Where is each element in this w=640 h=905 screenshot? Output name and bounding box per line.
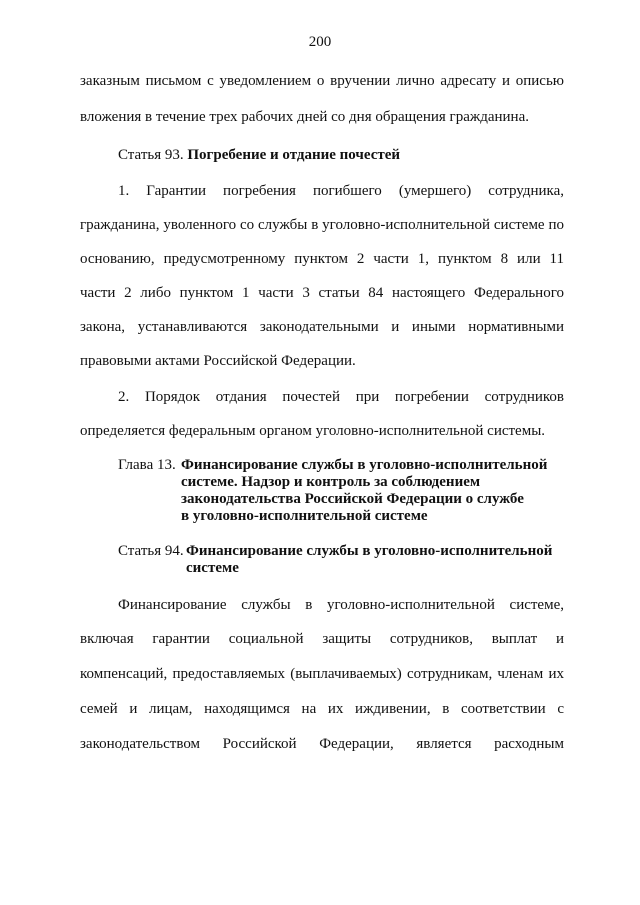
continuation-line-1: заказным письмом с уведомлением о вручении лично адресату и описью bbox=[80, 73, 564, 89]
article-94-title-line-2: системе bbox=[186, 560, 239, 576]
page-number: 200 bbox=[308, 34, 332, 50]
article-93-p1-line-5: закона, устанавливаются законодательными и иными нормативными bbox=[80, 319, 564, 335]
article-93-p2-line-2: определяется федеральным органом уголовно-исполнительной системы. bbox=[80, 423, 546, 439]
article-94-p1-line-4: семей и лицам, находящимся на их иждивении, в соответствии с bbox=[80, 701, 564, 717]
chapter-13-title-line-3: законодательства Российской Федерации о службе bbox=[181, 491, 524, 507]
article-93-prefix: Статья 93. bbox=[118, 147, 184, 163]
article-94-p1-line-1: Финансирование службы в уголовно-исполнительной системе, bbox=[118, 597, 564, 613]
article-93-p2-line-1: 2. Порядок отдания почестей при погребении сотрудников bbox=[118, 389, 564, 405]
chapter-13-title-line-2: системе. Надзор и контроль за соблюдением bbox=[181, 474, 481, 490]
article-94-p1-line-3: компенсаций, предоставляемых (выплачиваемых) сотрудникам, членам их bbox=[80, 666, 564, 682]
article-93-p1-line-6: правовыми актами Российской Федерации. bbox=[80, 353, 356, 369]
article-93-p1-line-4: части 2 либо пунктом 1 части 3 статьи 84 настоящего Федерального bbox=[80, 285, 564, 301]
article-94-p1-line-5: законодательством Российской Федерации, является расходным bbox=[80, 736, 564, 752]
article-93-p1-line-3: основанию, предусмотренному пунктом 2 части 1, пунктом 8 или 11 bbox=[80, 251, 564, 267]
article-93-p1-line-2: гражданина, уволенного со службы в уголовно-исполнительной системе по bbox=[80, 217, 564, 233]
article-94-prefix: Статья 94. bbox=[118, 543, 184, 559]
article-94-p1-line-2: включая гарантии социальной защиты сотрудников, выплат и bbox=[80, 631, 564, 647]
article-93-p1-line-1: 1. Гарантии погребения погибшего (умершего) сотрудника, bbox=[118, 183, 564, 199]
chapter-13-prefix: Глава 13. bbox=[118, 457, 176, 473]
continuation-line-2: вложения в течение трех рабочих дней со дня обращения гражданина. bbox=[80, 109, 529, 125]
chapter-13-title-line-1: Финансирование службы в уголовно-исполнительной bbox=[181, 457, 548, 473]
article-93-heading bbox=[118, 147, 400, 164]
article-94-title-line-1: Финансирование службы в уголовно-исполнительной bbox=[186, 543, 553, 559]
chapter-13-title-line-4: в уголовно-исполнительной системе bbox=[181, 508, 428, 524]
article-93-title: Погребение и отдание почестей bbox=[187, 147, 401, 163]
